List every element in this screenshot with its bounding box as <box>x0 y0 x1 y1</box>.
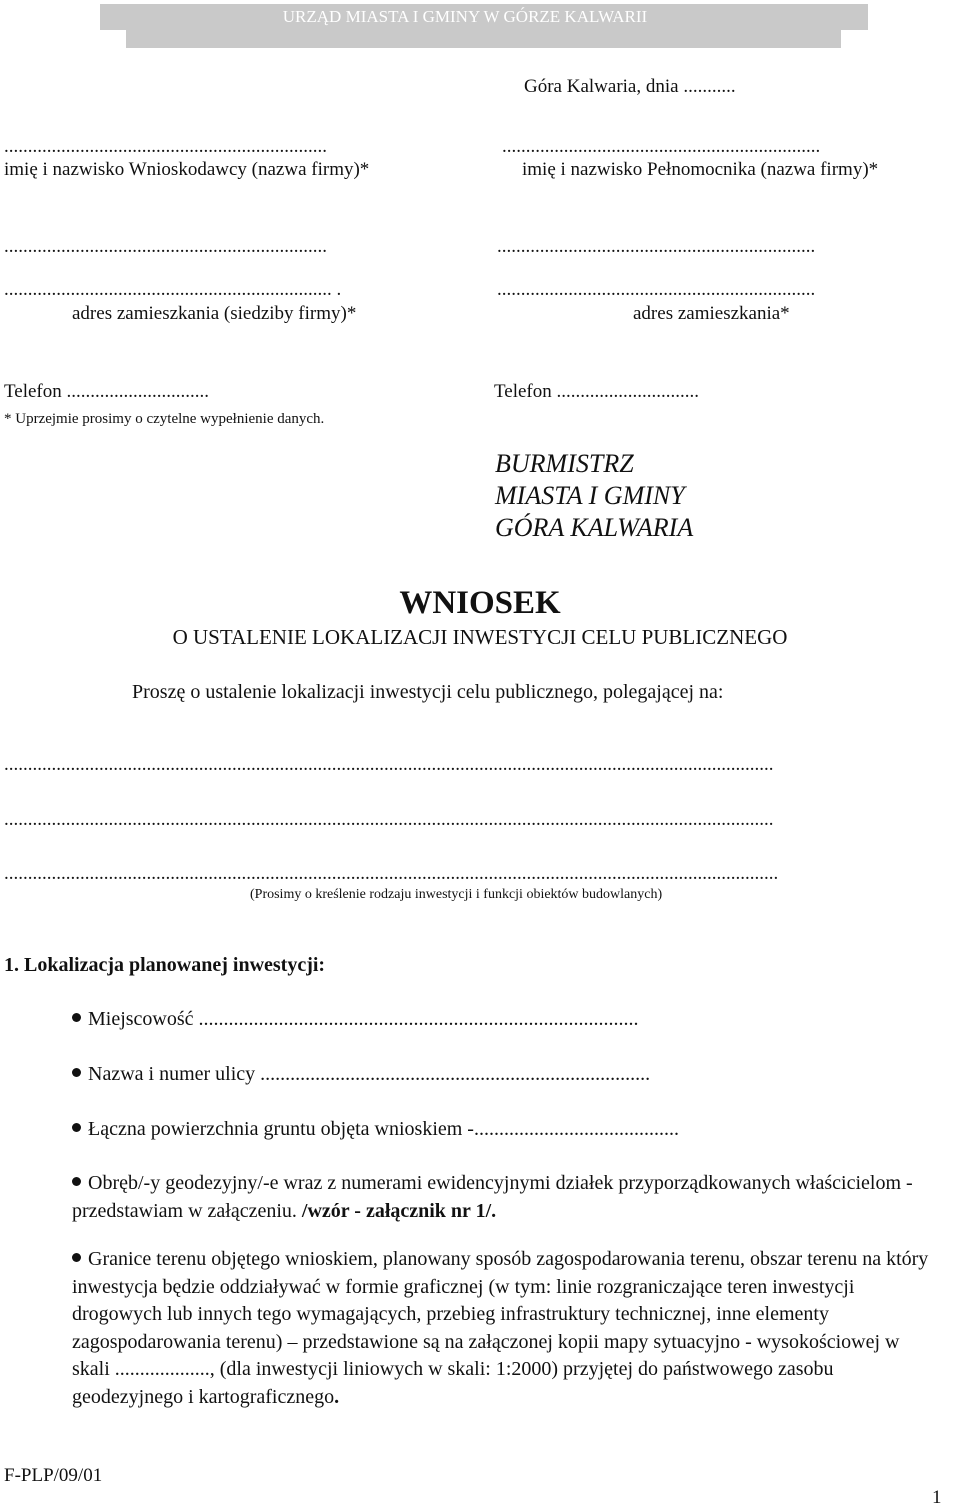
fill-line-1: .................................................................................................................................................................. <box>4 754 774 775</box>
page-number: 1 <box>932 1487 942 1508</box>
recipient-line-3: GÓRA KALWARIA <box>495 513 694 542</box>
fill-line-2: .................................................................................................................................................................. <box>4 809 774 830</box>
document-title: WNIOSEK <box>399 585 561 621</box>
fill-line-3: ................................................................................................................................................................... <box>4 863 779 884</box>
bullet-boundaries-text: Granice terenu objętego wnioskiem, planowany sposób zagospodarowania terenu, obszar terenu na który inwestycja będzie oddziaływać w formie graficznej (w tym: linie rozgraniczające teren inwestycji drogowych lub innych tego wymagających, przebieg infrastruktury technicznej, inne elementy zagospodarowania terenu) – przedstawione są na załączonej kopii mapy sytuacyjno - wysokościowej w skali ..................., (dla inwestycji liniowych w skali: 1:2000) przyjętej do państwowego zasobu geodezyjnego i kartograficznego <box>72 1248 929 1408</box>
proxy-name-dots: ................................................................... <box>502 136 821 157</box>
recipient-line-1: BURMISTRZ <box>495 449 634 478</box>
bullet-parcels-attachment: /wzór - załącznik nr 1/. <box>301 1199 497 1222</box>
proxy-address-label: adres zamieszkania* <box>633 303 790 324</box>
legibility-note: * Uprzejmie prosimy o czytelne wypełnienie danych. <box>4 411 325 427</box>
bullet-dot <box>72 1013 81 1022</box>
bullet-dot <box>72 1177 81 1186</box>
form-code: F-PLP/09/01 <box>4 1465 103 1486</box>
proxy-address-dots-1: ................................................................... <box>497 236 816 257</box>
bullet-area <box>72 1116 922 1143</box>
bullet-street-text: Nazwa i numer ulicy .............................................................................. <box>88 1063 651 1085</box>
document-subtitle: O USTALENIE LOKALIZACJI INWESTYCJI CELU PUBLICZNEGO <box>172 625 788 649</box>
bullet-dot <box>72 1068 81 1077</box>
bullet-boundaries-end: . <box>334 1385 340 1408</box>
proxy-address-dots-2: ................................................................... <box>497 279 816 300</box>
bullet-dot <box>72 1253 81 1262</box>
request-text: Proszę o ustalenie lokalizacji inwestycji celu publicznego, polegającej na: <box>132 681 724 703</box>
proxy-phone: Telefon .............................. <box>494 381 700 402</box>
bullet-locality <box>72 1006 922 1033</box>
recipient-line-2: MIASTA I GMINY <box>495 481 685 510</box>
date-line: Góra Kalwaria, dnia ........... <box>524 76 736 97</box>
bullet-parcels-text: Obręb/-y geodezyjny/-e wraz z numerami ewidencyjnymi działek przyporządkowanych właścicielom - przedstawiam w załączeniu. <box>72 1172 913 1222</box>
applicant-name-dots: .................................................................... <box>4 136 327 157</box>
section-heading: 1. Lokalizacja planowanej inwestycji: <box>4 954 326 976</box>
header-band-tab <box>126 30 841 48</box>
bullet-area-text: Łączna powierzchnia gruntu objęta wnioskiem -......................................... <box>88 1118 679 1140</box>
bullet-street <box>72 1061 922 1088</box>
bullet-boundaries <box>72 1246 942 1411</box>
fill-note: (Prosimy o kreślenie rodzaju inwestycji i funkcji obiektów budowlanych) <box>250 887 663 902</box>
bullet-parcels <box>72 1170 932 1225</box>
applicant-phone: Telefon .............................. <box>4 381 210 402</box>
applicant-name-label: imię i nazwisko Wnioskodawcy (nazwa firmy)* <box>4 159 370 180</box>
applicant-address-label: adres zamieszkania (siedziby firmy)* <box>72 303 357 324</box>
proxy-name-label: imię i nazwisko Pełnomocnika (nazwa firmy)* <box>522 159 879 180</box>
recipient-block <box>495 448 693 544</box>
applicant-address-dots-2: ..................................................................... . <box>4 279 342 300</box>
applicant-address-dots-1: .................................................................... <box>4 236 327 257</box>
office-header-title: URZĄD MIASTA I GMINY W GÓRZE KALWARII <box>282 7 648 26</box>
bullet-locality-text: Miejscowość ........................................................................................ <box>88 1008 639 1030</box>
bullet-dot <box>72 1123 81 1132</box>
